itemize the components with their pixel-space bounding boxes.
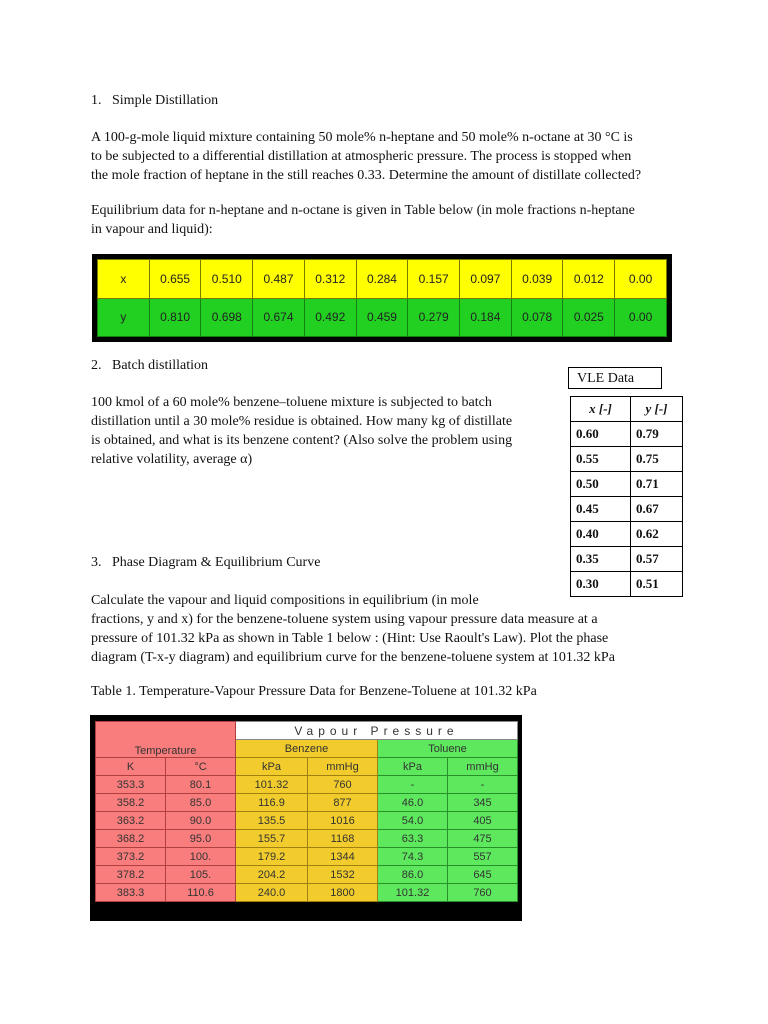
cell: 110.6 [166,884,236,902]
vle-y-cell: 0.67 [631,497,683,522]
problem-line: diagram (T-x-y diagram) and equilibrium curve for the benzene-toluene system at 101.32 kPa [91,650,615,665]
vle-x-cell: 0.55 [571,447,631,472]
x-cell: 0.039 [511,260,563,299]
unit-cell: °C [166,758,236,776]
x-cell: 0.487 [253,260,305,299]
problem-line: the mole fraction of heptane in the still reaches 0.33. Determine the amount of distillate collected? [91,168,642,183]
vle-x-cell: 0.50 [571,472,631,497]
section2-heading: 2. Batch distillation [91,358,209,373]
cell: 135.5 [236,812,308,830]
table-row [571,472,683,497]
cell: 363.2 [96,812,166,830]
equilibrium-table [92,254,672,342]
vle-table [570,396,683,597]
cell: 383.3 [96,884,166,902]
cell: 116.9 [236,794,308,812]
vle-y-cell: 0.79 [631,422,683,447]
section3-heading: 3. Phase Diagram & Equilibrium Curve [91,555,321,570]
table-row [96,866,518,884]
cell: - [378,776,448,794]
y-cell: 0.00 [615,298,667,337]
problem-line: to be subjected to a differential distillation at atmospheric pressure. The process is stopped when [91,149,632,164]
cell: 80.1 [166,776,236,794]
problem-line: Calculate the vapour and liquid compositions in equilibrium (in mole [91,593,479,608]
cell: 155.7 [236,830,308,848]
problem-line: is obtained, and what is its benzene content? (Also solve the problem using [91,433,513,448]
x-cell: 0.284 [356,260,408,299]
y-cell: 0.674 [253,298,305,337]
unit-cell: kPa [236,758,308,776]
cell: 95.0 [166,830,236,848]
table-row [571,422,683,447]
section2-problem [91,393,566,469]
section1-data-intro [91,201,691,239]
table-row [96,812,518,830]
cell: 405 [448,812,518,830]
cell: 86.0 [378,866,448,884]
data-intro-line: Equilibrium data for n-heptane and n-octane is given in Table below (in mole fractions n-heptane [91,203,635,218]
cell: 204.2 [236,866,308,884]
table-row [96,794,518,812]
vle-title: VLE Data [568,367,662,389]
vle-y-header: y [-] [631,397,683,422]
unit-cell: mmHg [308,758,378,776]
cell: 90.0 [166,812,236,830]
y-cell: 0.698 [201,298,253,337]
toluene-header: Toluene [378,740,518,758]
x-cell: 0.00 [615,260,667,299]
cell: 63.3 [378,830,448,848]
cell: 760 [308,776,378,794]
y-cell: 0.459 [356,298,408,337]
cell: 475 [448,830,518,848]
section3-problem [91,591,691,667]
x-cell: 0.510 [201,260,253,299]
row-label: y [98,298,150,337]
problem-line: fractions, y and x) for the benzene-toluene system using vapour pressure data measure at a [91,612,598,627]
vle-x-cell: 0.35 [571,547,631,572]
cell: 760 [448,884,518,902]
vle-x-cell: 0.60 [571,422,631,447]
cell: 240.0 [236,884,308,902]
unit-cell: kPa [378,758,448,776]
problem-line: relative volatility, average α) [91,452,253,467]
cell: 101.32 [236,776,308,794]
table-row [96,884,518,902]
cell: 373.2 [96,848,166,866]
cell: 74.3 [378,848,448,866]
cell: 345 [448,794,518,812]
x-cell: 0.312 [304,260,356,299]
problem-line: pressure of 101.32 kPa as shown in Table 1 below : (Hint: Use Raoult's Law). Plot the phase [91,631,609,646]
table-row [571,547,683,572]
y-cell: 0.025 [563,298,615,337]
vle-y-cell: 0.57 [631,547,683,572]
cell: 877 [308,794,378,812]
vle-y-cell: 0.51 [631,572,683,597]
cell: 1532 [308,866,378,884]
unit-cell: K [96,758,166,776]
problem-line: 100 kmol of a 60 mole% benzene–toluene mixture is subjected to batch [91,395,492,410]
table-row-x [98,260,667,299]
vle-x-cell: 0.40 [571,522,631,547]
table-header-row [96,722,518,740]
table-row [571,522,683,547]
vle-x-header: x [-] [571,397,631,422]
table-row-y [98,298,667,337]
y-cell: 0.810 [149,298,201,337]
cell: 378.2 [96,866,166,884]
table-row [96,830,518,848]
row-label: x [98,260,150,299]
cell: 1344 [308,848,378,866]
unit-cell: mmHg [448,758,518,776]
x-cell: 0.157 [408,260,460,299]
data-intro-line: in vapour and liquid): [91,222,213,237]
table-row [96,848,518,866]
cell: 100. [166,848,236,866]
vapour-pressure-header: Vapour Pressure [236,722,518,740]
x-cell: 0.012 [563,260,615,299]
cell: 557 [448,848,518,866]
cell: 54.0 [378,812,448,830]
table-row [96,776,518,794]
problem-line: distillation until a 30 mole% residue is obtained. How many kg of distillate [91,414,513,429]
problem-line: A 100-g-mole liquid mixture containing 50 mole% n-heptane and 50 mole% n-octane at 30 °C is [91,130,633,145]
cell: 105. [166,866,236,884]
vapour-pressure-table [90,715,522,921]
section1-heading: 1. Simple Distillation [91,93,219,108]
y-cell: 0.184 [460,298,512,337]
cell: 1800 [308,884,378,902]
table-caption: Table 1. Temperature-Vapour Pressure Data for Benzene-Toluene at 101.32 kPa [91,684,537,699]
table-units-row [96,758,518,776]
y-cell: 0.078 [511,298,563,337]
x-cell: 0.097 [460,260,512,299]
section1-problem [91,128,691,185]
cell: 353.3 [96,776,166,794]
cell: 1168 [308,830,378,848]
table-row [571,447,683,472]
vle-y-cell: 0.71 [631,472,683,497]
vle-header-row [571,397,683,422]
y-cell: 0.492 [304,298,356,337]
vle-x-cell: 0.45 [571,497,631,522]
cell: 1016 [308,812,378,830]
y-cell: 0.279 [408,298,460,337]
cell: 368.2 [96,830,166,848]
cell: 179.2 [236,848,308,866]
temperature-header: Temperature [96,722,236,758]
vle-y-cell: 0.75 [631,447,683,472]
x-cell: 0.655 [149,260,201,299]
cell: 358.2 [96,794,166,812]
cell: 645 [448,866,518,884]
vle-x-cell: 0.30 [571,572,631,597]
cell: 46.0 [378,794,448,812]
cell: 101.32 [378,884,448,902]
cell: - [448,776,518,794]
cell: 85.0 [166,794,236,812]
vle-y-cell: 0.62 [631,522,683,547]
benzene-header: Benzene [236,740,378,758]
table-row [571,497,683,522]
